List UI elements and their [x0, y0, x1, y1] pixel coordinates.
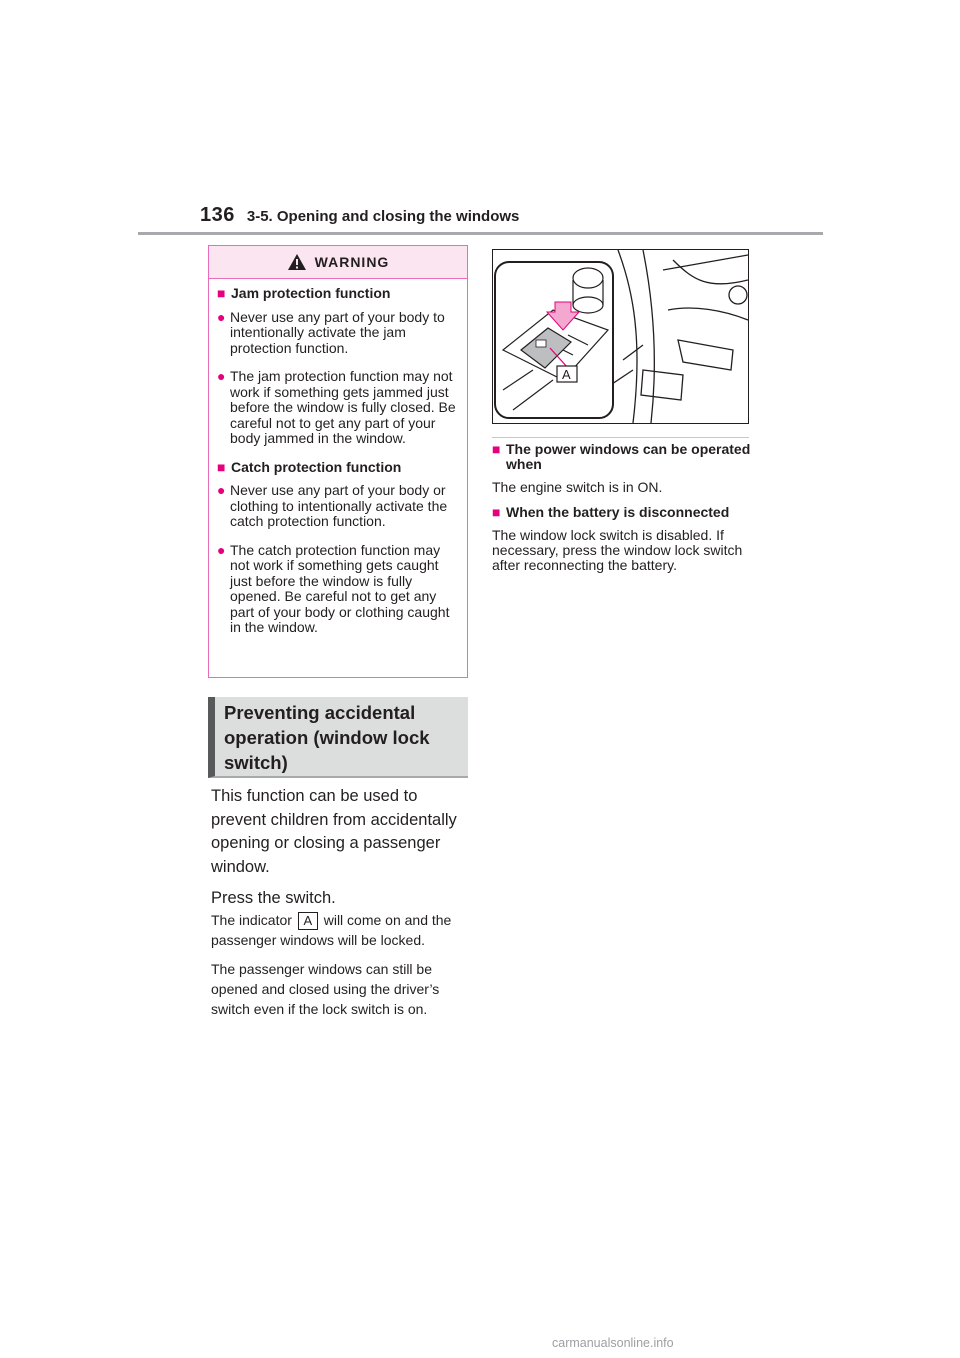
right-subhead-battery [492, 505, 752, 520]
section-heading-box [208, 697, 468, 778]
footer-watermark: carmanualsonline.info [552, 1336, 674, 1350]
subhead-text: The power windows can be operated when [506, 441, 751, 472]
door-switch-drawing [493, 250, 748, 423]
bullet-text: Never use any part of your body or clothing to intentionally activate the catch protection function. [230, 482, 448, 529]
bullet-text: The catch protection function may not work if something gets caught just before the window is fully opened. Be careful not to get any part of your body or clothing caught in the window. [230, 541, 450, 635]
illustration-callout: A [562, 367, 571, 382]
warning-triangle-icon [287, 253, 307, 271]
warning-header [209, 246, 467, 279]
square-bullet-icon: ■ [217, 458, 226, 475]
window-lock-illustration [492, 249, 749, 424]
warning-bullet [217, 310, 458, 357]
warning-box [208, 245, 468, 678]
square-bullet-icon: ■ [217, 285, 226, 301]
callout-badge: A [298, 912, 318, 930]
page-number: 136 [200, 204, 235, 226]
warning-subhead-catch [217, 460, 458, 476]
section-heading: Preventing accidental operation (window lock switch) [224, 702, 430, 773]
section-title: 3-5. Opening and closing the windows [246, 208, 520, 225]
driver-switch-note: The passenger windows can still be opened and closed using the driver’s switch even if the lock switch is on. [211, 961, 440, 1018]
intro-text: This function can be used to prevent children from accidentally opening or closing a passenger window. [211, 787, 457, 876]
subhead-text: When the battery is disconnected [506, 504, 730, 520]
bullet-text: The jam protection function may not work if something gets jammed just before the window is fully closed. Be careful not to get any part of your body jammed in the window. [230, 368, 456, 446]
right-column [492, 442, 752, 583]
circle-bullet-icon: ● [217, 541, 226, 558]
illustration-divider [492, 437, 749, 438]
battery-note: The window lock switch is disabled. If necessary, press the window lock switch after reconnecting the battery. [492, 527, 743, 573]
subhead-text: Jam protection function [231, 285, 391, 301]
indicator-text-after: will come on and the passenger windows will be locked. [211, 912, 452, 949]
header-divider [138, 232, 823, 235]
circle-bullet-icon: ● [217, 308, 226, 325]
subhead-text: Catch protection function [231, 458, 402, 475]
press-instruction: Press the switch. [211, 889, 336, 907]
indicator-text-before: The indicator [211, 912, 292, 928]
warning-bullet [217, 369, 458, 447]
warning-body [209, 279, 467, 636]
right-subhead-operated [492, 442, 752, 472]
page-header [200, 204, 519, 227]
bullet-text: Never use any part of your body to intentionally activate the jam protection function. [230, 308, 445, 356]
circle-bullet-icon: ● [217, 482, 226, 498]
body-notes [211, 910, 469, 1028]
square-bullet-icon: ■ [492, 441, 501, 457]
warning-bullet [217, 543, 458, 636]
warning-subhead-jam [217, 286, 458, 302]
circle-bullet-icon: ● [217, 368, 226, 384]
body-intro [211, 785, 469, 911]
indicator-note [211, 910, 469, 950]
square-bullet-icon: ■ [492, 504, 501, 520]
warning-bullet [217, 483, 458, 530]
engine-switch-note: The engine switch is in ON. [492, 479, 663, 495]
warning-label: WARNING [314, 254, 390, 270]
